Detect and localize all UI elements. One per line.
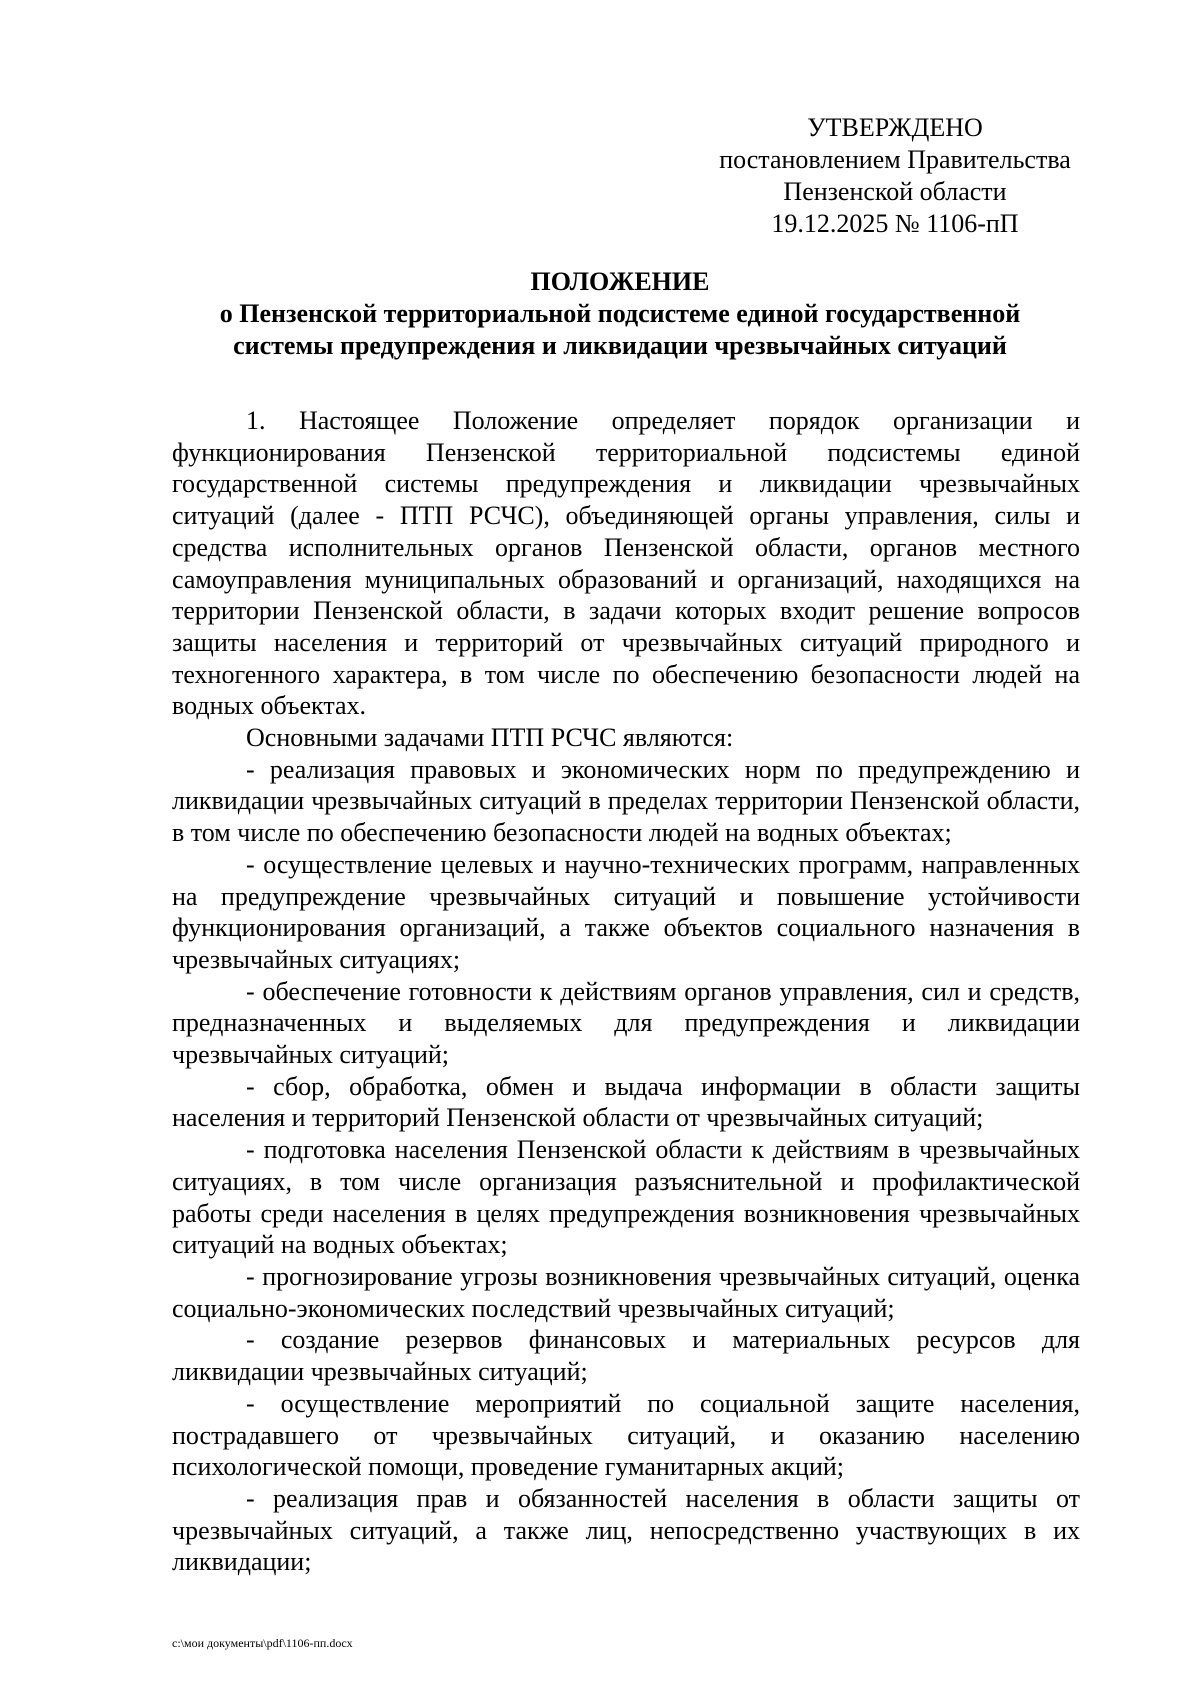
approval-line-resolution: постановлением Правительства [719, 145, 1071, 174]
task-item: - осуществление целевых и научно-технических программ, направленных на предупреждение чрезвычайных ситуаций и повышение устойчивости функционирования организаций, а также объектов социального назначения в чрезвычайных ситуациях; [172, 849, 1080, 974]
title-heading: ПОЛОЖЕНИЕ [530, 267, 710, 296]
task-item: - реализация правовых и экономических норм по предупреждению и ликвидации чрезвычайных ситуаций в пределах территории Пензенской области, в том числе по обеспечению безопасности людей на водных объектах; [172, 754, 1080, 848]
task-item: - создание резервов финансовых и материальных ресурсов для ликвидации чрезвычайных ситуаций; [172, 1325, 1080, 1387]
task-item: - подготовка населения Пензенской области к действиям в чрезвычайных ситуациях, в том числе организация разъяснительной и профилактической работы среди населения в целях предупреждения возникновения чрезвычайных ситуаций на водных объектах; [172, 1135, 1080, 1260]
tasks-intro: Основными задачами ПТП РСЧС являются: [246, 723, 734, 753]
task-item: - осуществление мероприятий по социальной защите населения, пострадавшего от чрезвычайных ситуаций, и оказанию населению психологической помощи, проведение гуманитарных акций; [172, 1388, 1080, 1482]
task-item: - обеспечение готовности к действиям органов управления, сил и средств, предназначенных и выделяемых для предупреждения и ликвидации чрезвычайных ситуаций; [172, 976, 1080, 1070]
paragraph-1: 1. Настоящее Положение определяет порядок организации и функционирования Пензенской территориальной подсистемы единой государственной системы предупреждения и ликвидации чрезвычайных ситуаций (далее - ПТП РСЧС), объединяющей органы управления, силы и средства исполнительных органов Пензенской области, органов местного самоуправления муниципальных образований и организаций, находящихся на территории Пензенской области, в задачи которых входит решение вопросов защиты населения и территорий от чрезвычайных ситуаций природного и техногенного характера, в том числе по обеспечению безопасности людей на водных объектах. [172, 406, 1080, 721]
approval-line-approved: УТВЕРЖДЕНО [807, 113, 983, 142]
approval-stamp [690, 112, 1100, 240]
document-body [172, 405, 1080, 1578]
approval-line-region: Пензенской области [783, 177, 1007, 206]
task-item: - реализация прав и обязанностей населения в области защиты от чрезвычайных ситуаций, а также лиц, непосредственно участвующих в их ликвидации; [172, 1483, 1080, 1577]
title-subtitle-line2: системы предупреждения и ликвидации чрезвычайных ситуаций [233, 331, 1007, 360]
document-title [150, 266, 1090, 362]
approval-line-date-number: 19.12.2025 № 1106-пП [771, 209, 1019, 238]
task-item: - сбор, обработка, обмен и выдача информации в области защиты населения и территорий Пензенской области от чрезвычайных ситуаций; [172, 1071, 1080, 1133]
title-subtitle-line1: о Пензенской территориальной подсистеме единой государственной [219, 299, 1021, 328]
footer-file-path: c:\мои документы\pdf\1106-пп.docx [172, 1636, 353, 1650]
task-item: - прогнозирование угрозы возникновения чрезвычайных ситуаций, оценка социально-экономических последствий чрезвычайных ситуаций; [172, 1261, 1080, 1323]
